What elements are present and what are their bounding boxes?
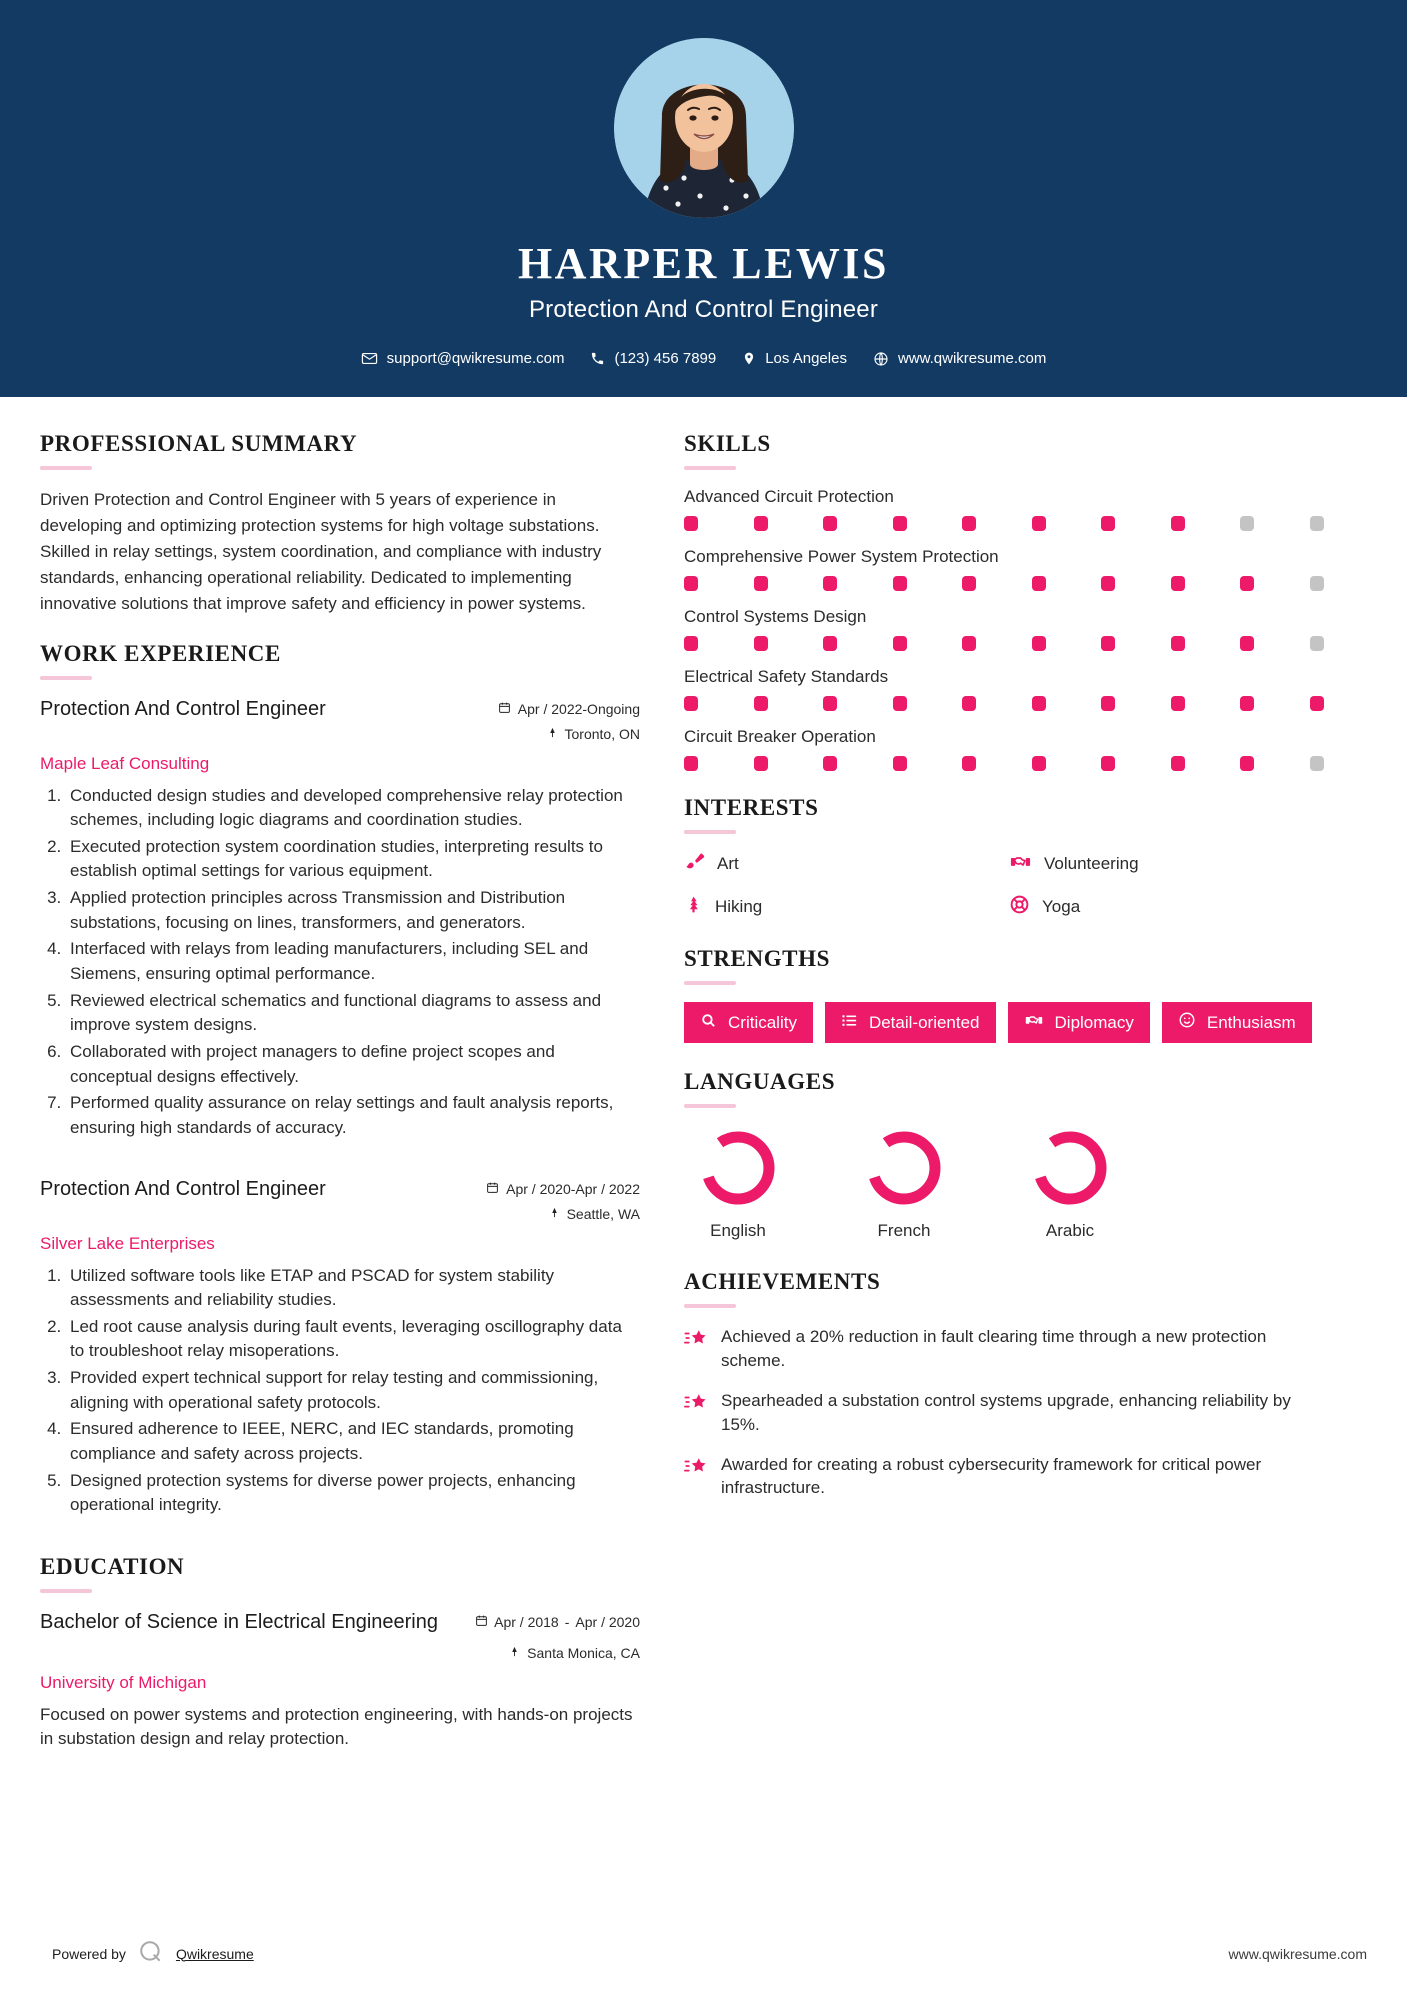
- interest-item: [684, 851, 999, 877]
- q-logo-icon: [138, 1939, 164, 1968]
- skill-dot: [754, 576, 768, 591]
- map-pin-icon: [509, 1645, 520, 1661]
- section-education: [40, 1554, 640, 1752]
- work-bullet: 7. Performed quality assurance on relay settings and fault analysis reports, ensuring high standards of accuracy.: [66, 1091, 640, 1140]
- achievement-item: [684, 1453, 1324, 1501]
- interest-item: [1009, 894, 1324, 920]
- skill-dot: [823, 636, 837, 651]
- education-item: [40, 1610, 640, 1752]
- section-heading: EDUCATION: [40, 1553, 185, 1579]
- skill-label: Circuit Breaker Operation: [684, 727, 876, 747]
- job-title: Protection And Control Engineer: [528, 296, 879, 324]
- work-item: [40, 697, 640, 1141]
- page-footer: [0, 1939, 1407, 1968]
- powered-by: [52, 1939, 254, 1968]
- work-item: [40, 1177, 640, 1518]
- interest-item: [1009, 851, 1324, 877]
- strength-label: Detail-oriented: [868, 1012, 980, 1032]
- strength-chip-detail-oriented[interactable]: [825, 1002, 996, 1043]
- work-meta: [486, 1177, 640, 1231]
- interest-label: Yoga: [1042, 897, 1081, 917]
- skill-dot: [1310, 576, 1324, 591]
- contact-website-text: www.qwikresume.com: [897, 350, 1047, 368]
- strengths-grid: [684, 1002, 1324, 1043]
- work-location: [498, 726, 640, 742]
- skill-dot: [1310, 636, 1324, 651]
- skill-dot: [1310, 516, 1324, 531]
- work-bullets: [66, 1264, 640, 1518]
- skill-dot: [1032, 636, 1046, 651]
- contact-location: [742, 350, 847, 367]
- language-progress-ring: [695, 1125, 781, 1211]
- section-languages: [684, 1069, 1324, 1241]
- left-column: [40, 431, 640, 1776]
- search-icon: [700, 1012, 717, 1034]
- contact-email-text: support@qwikresume.com: [386, 350, 565, 368]
- education-date-separator: -: [564, 1613, 570, 1630]
- education-location-text: Santa Monica, CA: [527, 1644, 640, 1661]
- section-rule: [684, 1304, 736, 1308]
- education-dates: [475, 1614, 640, 1631]
- skill-dot: [754, 636, 768, 651]
- skill-dot: [684, 516, 698, 531]
- contact-phone[interactable]: [590, 350, 716, 367]
- contact-location-text: Los Angeles: [765, 350, 847, 368]
- education-description: Focused on power systems and protection engineering, with hands-on projects in substation design and relay protection.: [40, 1704, 633, 1749]
- work-bullet: 1. Utilized software tools like ETAP and PSCAD for system stability assessments and reliability studies.: [66, 1264, 640, 1313]
- skill-dot: [1240, 636, 1254, 651]
- pin-icon: [742, 350, 756, 367]
- star-burst-icon: [684, 1325, 708, 1355]
- skill-dot: [1240, 516, 1254, 531]
- skill-dot: [893, 696, 907, 711]
- skill-dot: [893, 756, 907, 771]
- section-rule: [40, 466, 92, 470]
- skill-dot: [823, 696, 837, 711]
- phone-icon: [590, 351, 605, 366]
- skill-dot: [1032, 576, 1046, 591]
- calendar-icon: [475, 1614, 488, 1631]
- work-bullet: 2. Executed protection system coordination studies, interpreting results to establish optimal settings for various equipment.: [66, 835, 640, 884]
- work-bullet: 1. Conducted design studies and developed comprehensive relay protection schemes, including logic diagrams and coordination studies.: [66, 784, 640, 833]
- work-bullet: 3. Provided expert technical support for relay testing and commissioning, aligning with operational safety protocols.: [66, 1366, 640, 1415]
- work-role: Protection And Control Engineer: [40, 1177, 326, 1200]
- contact-phone-text: (123) 456 7899: [614, 350, 717, 368]
- language-label: English: [710, 1221, 766, 1241]
- section-heading: ACHIEVEMENTS: [684, 1269, 881, 1295]
- skill-dot: [893, 516, 907, 531]
- strength-label: Criticality: [728, 1012, 797, 1032]
- lifebuoy-icon: [1009, 894, 1030, 920]
- skill-rating: [684, 516, 1324, 531]
- skill-dot: [823, 756, 837, 771]
- skill-dot: [1032, 516, 1046, 531]
- work-bullet: 4. Interfaced with relays from leading manufacturers, including SEL and Siemens, ensuring optimal performance.: [66, 937, 640, 986]
- handshake-icon: [1024, 1011, 1044, 1034]
- work-dates: [498, 701, 640, 717]
- section-heading: INTERESTS: [684, 795, 819, 821]
- language-progress-ring: [1027, 1125, 1113, 1211]
- language-item: [856, 1125, 952, 1241]
- work-company: Silver Lake Enterprises: [40, 1233, 215, 1253]
- globe-icon: [873, 351, 889, 367]
- work-location-text: Toronto, ON: [564, 725, 640, 742]
- interest-label: Art: [717, 854, 739, 874]
- skill-rating: [684, 576, 1324, 591]
- skill-dot: [1240, 576, 1254, 591]
- skill-dot: [684, 756, 698, 771]
- section-strengths: [684, 946, 1324, 1043]
- interests-grid: [684, 851, 1324, 920]
- work-location-text: Seattle, WA: [566, 1205, 640, 1222]
- star-burst-icon: [684, 1453, 708, 1483]
- skill-dot: [1310, 696, 1324, 711]
- education-school: University of Michigan: [40, 1672, 207, 1692]
- resume-header: [0, 0, 1407, 397]
- skill-dot: [823, 516, 837, 531]
- skill-dot: [823, 576, 837, 591]
- achievement-text: Achieved a 20% reduction in fault clearing time through a new protection scheme.: [721, 1327, 1267, 1371]
- language-label: Arabic: [1045, 1221, 1095, 1241]
- section-rule: [684, 1104, 736, 1108]
- education-meta: [475, 1610, 640, 1670]
- contact-website[interactable]: [873, 350, 1046, 367]
- achievement-text: Awarded for creating a robust cybersecurity framework for critical power infrastructure.: [721, 1454, 1262, 1498]
- language-progress-ring: [861, 1125, 947, 1211]
- strength-chip-diplomacy[interactable]: [1008, 1002, 1150, 1043]
- skill-dot: [1171, 636, 1185, 651]
- education-date-start: Apr / 2018: [494, 1613, 559, 1630]
- work-dates: [486, 1181, 640, 1197]
- achievement-item: [684, 1325, 1324, 1373]
- brand-link[interactable]: Qwikresume: [175, 1945, 254, 1962]
- section-heading: WORK EXPERIENCE: [40, 640, 281, 666]
- profile-photo-icon: [614, 38, 794, 218]
- skill-dot: [893, 576, 907, 591]
- strength-label: Enthusiasm: [1206, 1012, 1296, 1032]
- skill-row: [684, 487, 1324, 531]
- work-dates-text: Apr / 2020-Apr / 2022: [506, 1180, 640, 1197]
- skill-dot: [684, 636, 698, 651]
- achievement-text: Spearheaded a substation control systems upgrade, enhancing reliability by 15%.: [721, 1390, 1291, 1434]
- contact-email[interactable]: [361, 350, 565, 367]
- paintbrush-icon: [684, 851, 705, 877]
- right-column: [684, 431, 1324, 1776]
- skill-dot: [1101, 636, 1115, 651]
- interest-item: [684, 894, 999, 920]
- language-item: [690, 1125, 786, 1241]
- skill-dot: [754, 756, 768, 771]
- tree-icon: [684, 894, 703, 920]
- contact-row: [0, 350, 1407, 367]
- skill-label: Electrical Safety Standards: [684, 667, 889, 687]
- work-bullet: 4. Ensured adherence to IEEE, NERC, and IEC standards, promoting compliance and safety across projects.: [66, 1417, 640, 1466]
- skill-dot: [962, 516, 976, 531]
- language-item: [1022, 1125, 1118, 1241]
- map-pin-icon: [549, 1206, 560, 1222]
- calendar-icon: [486, 1181, 499, 1197]
- work-bullet: 2. Led root cause analysis during fault events, leveraging oscillography data to troubleshoot relay misoperations.: [66, 1315, 640, 1364]
- skill-row: [684, 667, 1324, 711]
- footer-url[interactable]: www.qwikresume.com: [1228, 1945, 1367, 1962]
- skill-dot: [893, 636, 907, 651]
- section-work-experience: [40, 641, 640, 1518]
- section-interests: [684, 795, 1324, 920]
- section-heading: STRENGTHS: [684, 946, 831, 972]
- skill-dot: [962, 696, 976, 711]
- skill-dot: [1240, 696, 1254, 711]
- skill-dot: [1101, 576, 1115, 591]
- section-rule: [40, 1589, 92, 1593]
- skill-dot: [754, 516, 768, 531]
- powered-by-label: Powered by: [52, 1945, 126, 1962]
- section-rule: [684, 466, 736, 470]
- work-bullet: 5. Designed protection systems for diverse power projects, enhancing operational integrity.: [66, 1469, 640, 1518]
- skill-dot: [1032, 756, 1046, 771]
- skill-dot: [684, 696, 698, 711]
- map-pin-icon: [547, 726, 558, 742]
- skill-dot: [962, 636, 976, 651]
- section-rule: [684, 981, 736, 985]
- skill-dot: [1101, 516, 1115, 531]
- skill-label: Control Systems Design: [684, 607, 867, 627]
- work-bullet: 6. Collaborated with project managers to define project scopes and conceptual designs effectively.: [66, 1040, 640, 1089]
- list-icon: [841, 1012, 858, 1034]
- section-heading: SKILLS: [684, 431, 771, 457]
- section-heading: PROFESSIONAL SUMMARY: [40, 431, 358, 457]
- section-rule: [684, 830, 736, 834]
- work-role: Protection And Control Engineer: [40, 697, 326, 720]
- languages-row: [684, 1125, 1324, 1241]
- section-achievements: [684, 1269, 1324, 1500]
- work-meta: [498, 697, 640, 751]
- interest-label: Hiking: [715, 897, 763, 917]
- section-skills: [684, 431, 1324, 771]
- section-professional-summary: [40, 431, 640, 616]
- skill-row: [684, 607, 1324, 651]
- work-company: Maple Leaf Consulting: [40, 753, 210, 773]
- skill-dot: [1171, 576, 1185, 591]
- skill-row: [684, 547, 1324, 591]
- education-location: [475, 1645, 640, 1661]
- language-label: French: [877, 1221, 931, 1241]
- skill-dot: [962, 756, 976, 771]
- skill-dot: [1171, 696, 1185, 711]
- resume-body: [0, 397, 1407, 1776]
- achievement-item: [684, 1389, 1324, 1437]
- skill-row: [684, 727, 1324, 771]
- skill-rating: [684, 756, 1324, 771]
- strength-chip-criticality[interactable]: [684, 1002, 813, 1043]
- skill-label: Comprehensive Power System Protection: [684, 547, 999, 567]
- page-title: HARPER LEWIS: [517, 239, 890, 288]
- summary-text: Driven Protection and Control Engineer with 5 years of experience in developing and optimizing protection systems for high voltage substations. Skilled in relay settings, system coordination, and compliance with industry standards, enhancing operational reliability. Dedicated to implementing innovative solutions that improve safety and efficiency in power systems.: [40, 490, 602, 613]
- work-bullets: [66, 784, 640, 1141]
- handshake-icon: [1009, 851, 1032, 877]
- work-bullet: 5. Reviewed electrical schematics and functional diagrams to assess and improve system designs.: [66, 989, 640, 1038]
- calendar-icon: [498, 701, 511, 717]
- mail-icon: [361, 350, 378, 367]
- skill-label: Advanced Circuit Protection: [684, 487, 894, 507]
- skill-dot: [1310, 756, 1324, 771]
- skill-dot: [1171, 516, 1185, 531]
- work-bullet: 3. Applied protection principles across Transmission and Distribution substations, focusing on lines, transformers, and generators.: [66, 886, 640, 935]
- section-heading: LANGUAGES: [684, 1069, 836, 1095]
- skill-dot: [962, 576, 976, 591]
- skill-dot: [754, 696, 768, 711]
- strength-chip-enthusiasm[interactable]: [1162, 1002, 1312, 1043]
- education-date-end: Apr / 2020: [575, 1613, 640, 1630]
- skill-dot: [1032, 696, 1046, 711]
- section-rule: [40, 676, 92, 680]
- star-burst-icon: [684, 1389, 708, 1419]
- interest-label: Volunteering: [1044, 854, 1139, 874]
- avatar: [614, 38, 794, 218]
- skill-rating: [684, 696, 1324, 711]
- skill-dot: [1101, 756, 1115, 771]
- skill-dot: [1240, 756, 1254, 771]
- smiley-icon: [1178, 1011, 1196, 1034]
- skill-dot: [1171, 756, 1185, 771]
- work-dates-text: Apr / 2022-Ongoing: [517, 700, 640, 717]
- education-degree: Bachelor of Science in Electrical Engineering: [40, 1610, 438, 1633]
- strength-label: Diplomacy: [1054, 1012, 1134, 1032]
- work-location: [486, 1206, 640, 1222]
- skill-dot: [684, 576, 698, 591]
- skill-dot: [1101, 696, 1115, 711]
- skill-rating: [684, 636, 1324, 651]
